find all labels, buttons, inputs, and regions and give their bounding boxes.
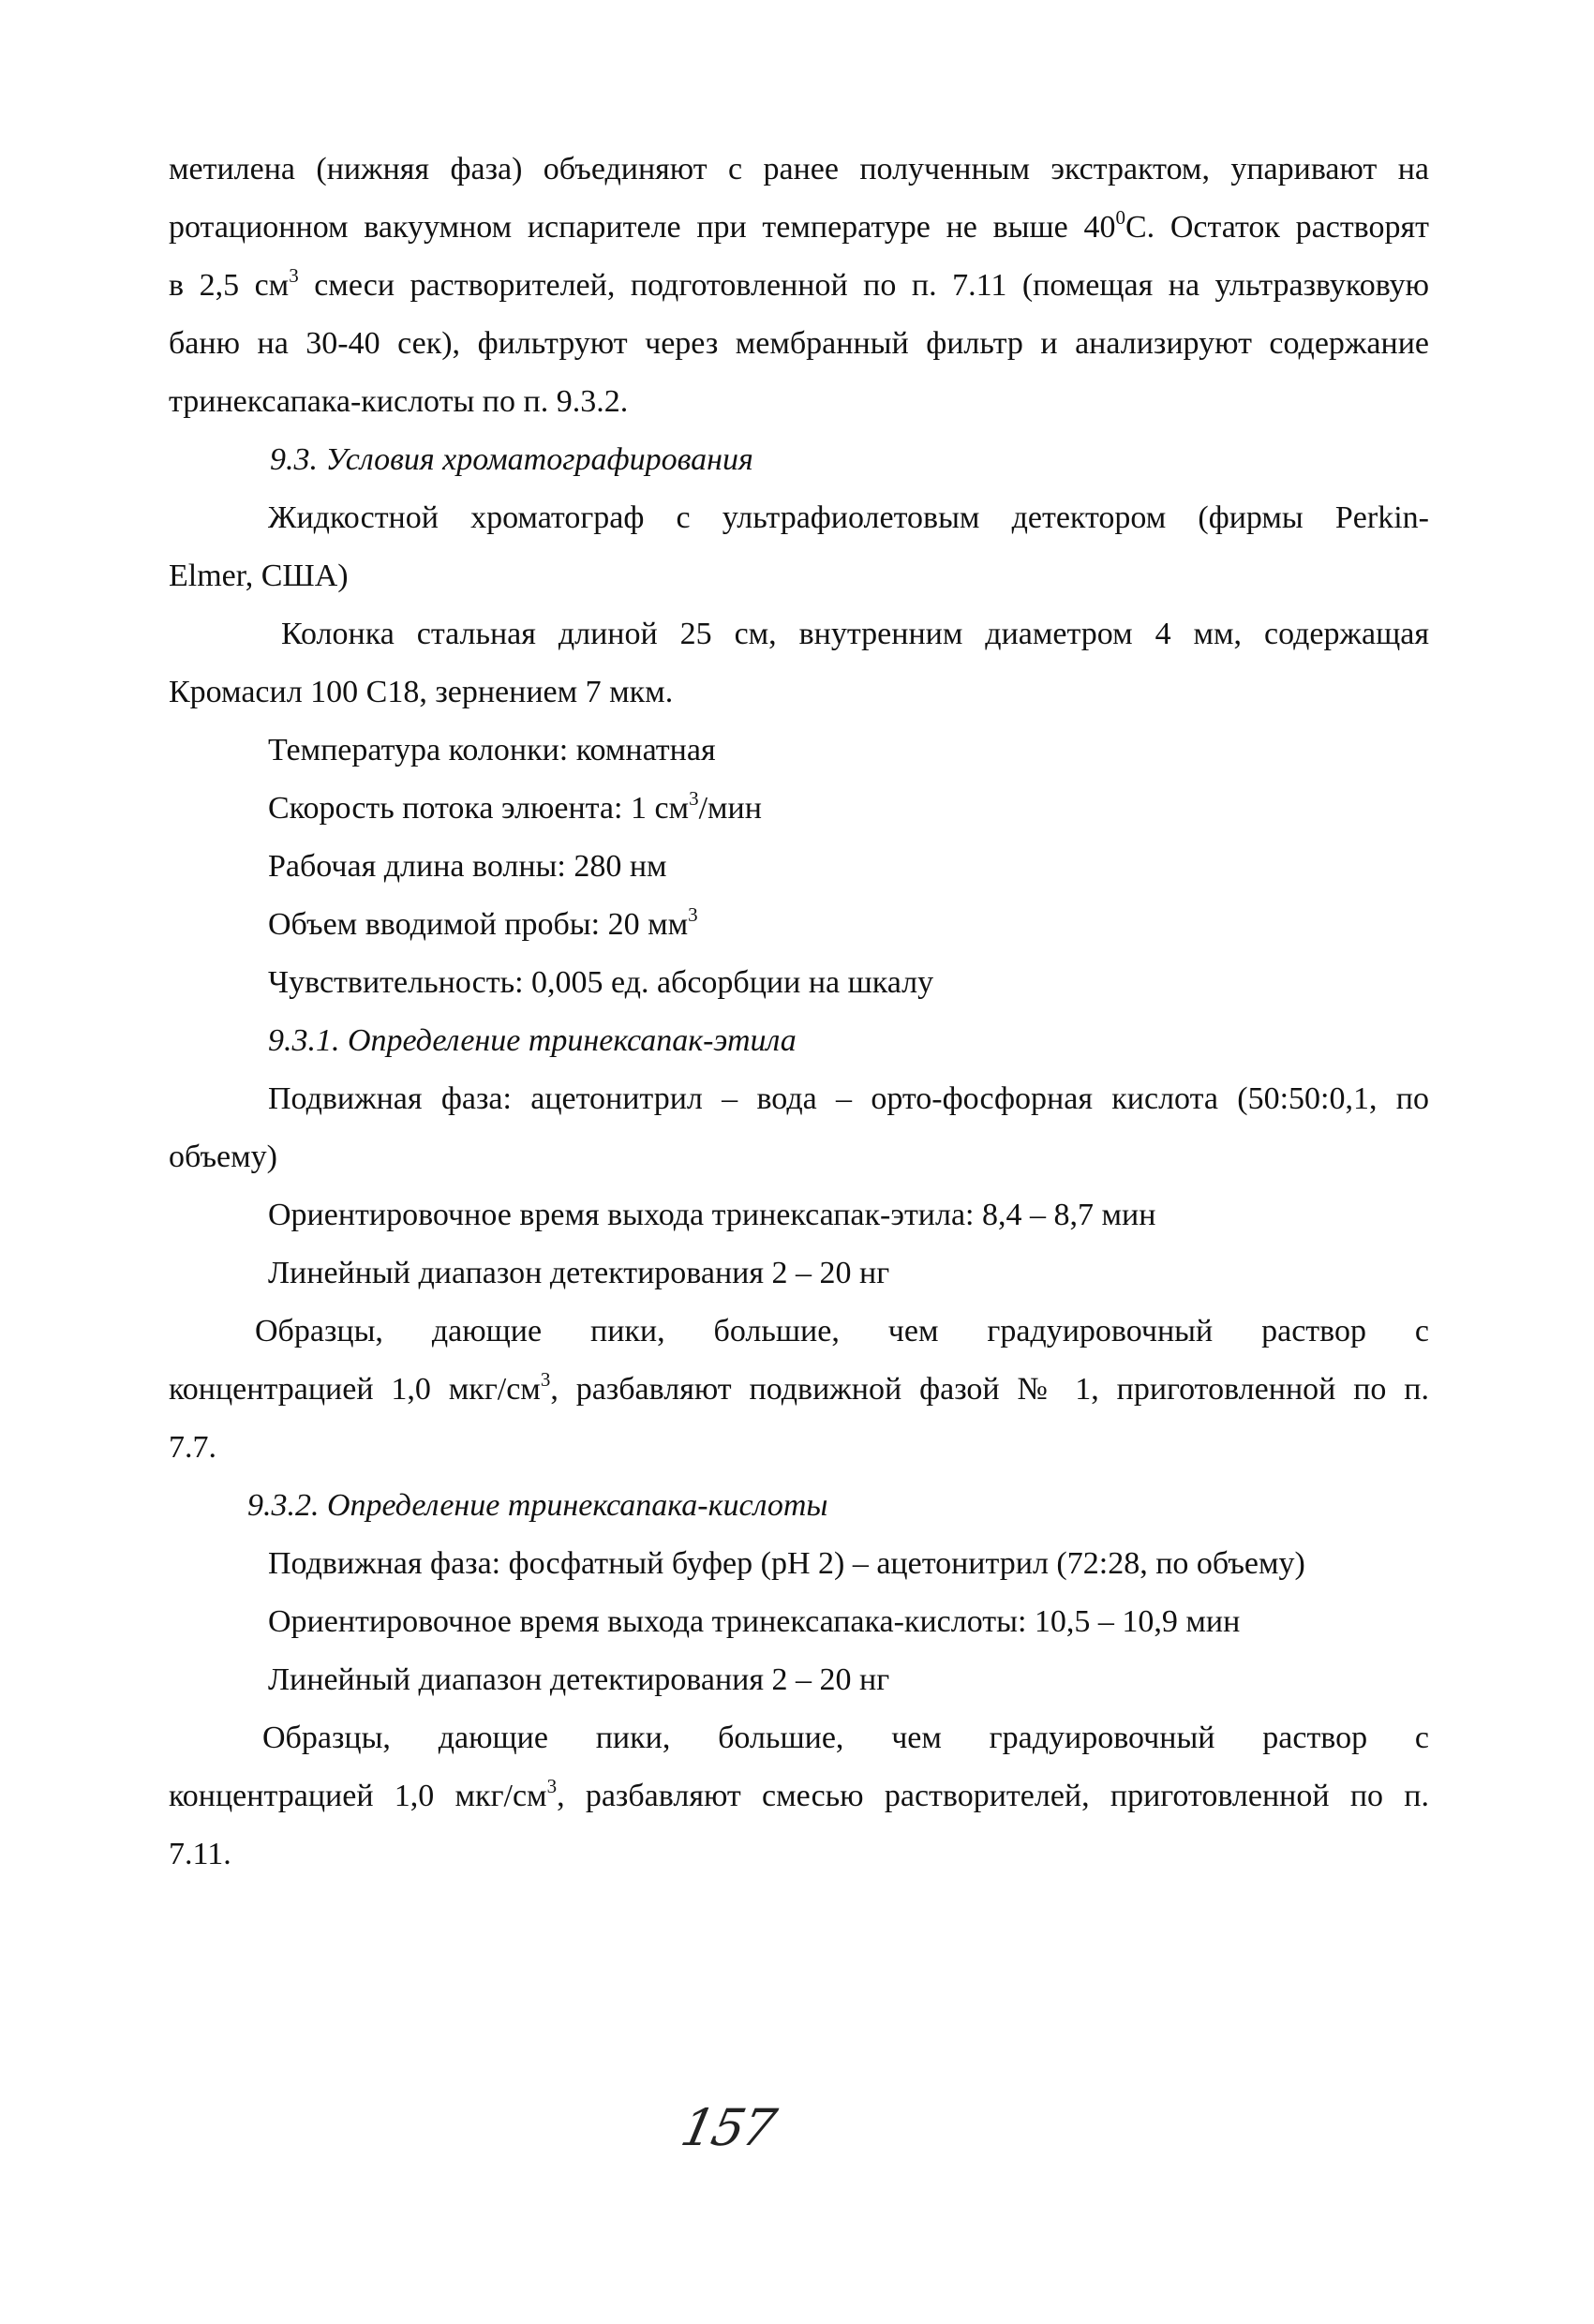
retention-time: Ориентировочное время выхода тринексапака-кислоты: 10,5 – 10,9 мин (268, 1604, 1241, 1639)
column-line: Кромасил 100 С18, зернением 7 мкм. (169, 675, 674, 709)
samples-line: 7.7. (169, 1430, 216, 1465)
retention-time: Ориентировочное время выхода тринексапак-этила: 8,4 – 8,7 мин (268, 1198, 1156, 1232)
samples-line: Образцы, дающие пики, большие, чем градуировочный раствор с (262, 1721, 1429, 1755)
sensitivity: Чувствительность: 0,005 ед. абсорбции на шкалу (268, 965, 934, 1000)
chromatograph-line: Elmer, США) (169, 559, 349, 593)
paragraph-line: метилена (нижняя фаза) объединяют с ранее полученным экстрактом, упаривают на (169, 152, 1429, 186)
flow-rate: Скорость потока элюента: 1 $см^3$/мин (268, 786, 762, 826)
injection-volume: Объем вводимой пробы: 20 $мм^3$ (268, 902, 698, 942)
samples-line: концентрацией 1,0 мкг/$см^3$, разбавляют смесью растворителей, приготовленной по п. (169, 1774, 1429, 1813)
mobile-phase-line: Подвижная фаза: ацетонитрил – вода – орто-фосфорная кислота (50:50:0,1, по (268, 1081, 1429, 1116)
section-heading-9-3: 9.3. Условия хроматографирования (270, 442, 753, 477)
paragraph-line: баню на 30-40 сек), фильтруют через мембранный фильтр и анализируют содержание (169, 326, 1429, 361)
column-temperature: Температура колонки: комнатная (268, 733, 716, 767)
mobile-phase-line: Подвижная фаза: фосфатный буфер (рН 2) – ацетонитрил (72:28, по объему) (268, 1546, 1305, 1581)
column-line: Колонка стальная длиной 25 см, внутренним диаметром 4 мм, содержащая (281, 617, 1429, 651)
linear-range: Линейный диапазон детектирования 2 – 20 нг (268, 1662, 890, 1697)
samples-line: 7.11. (169, 1837, 231, 1871)
samples-line: концентрацией 1,0 мкг/$см^3$, разбавляют подвижной фазой № 1, приготовленной по п. (169, 1367, 1429, 1407)
wavelength: Рабочая длина волны: 280 нм (268, 849, 667, 884)
paragraph-line: тринексапака-кислоты по п. 9.3.2. (169, 384, 629, 419)
paragraph-line: ротационном вакуумном испарителе при температуре не выше $40^0С$. Остаток растворят (169, 205, 1429, 245)
section-heading-9-3-1: 9.3.1. Определение тринексапак-этила (268, 1023, 797, 1058)
chromatograph-line: Жидкостной хроматограф с ультрафиолетовым детектором (фирмы Perkin- (268, 500, 1429, 535)
linear-range: Линейный диапазон детектирования 2 – 20 нг (268, 1256, 890, 1290)
mobile-phase-line: объему) (169, 1140, 277, 1174)
section-heading-9-3-2: 9.3.2. Определение тринексапака-кислоты (247, 1488, 828, 1523)
samples-line: Образцы, дающие пики, большие, чем градуировочный раствор с (255, 1314, 1429, 1348)
page-number: 157 (676, 2098, 780, 2157)
paragraph-line: в 2,5 $см^3$ смеси растворителей, подготовленной по п. 7.11 (помещая на ультразвуковую (169, 263, 1429, 303)
